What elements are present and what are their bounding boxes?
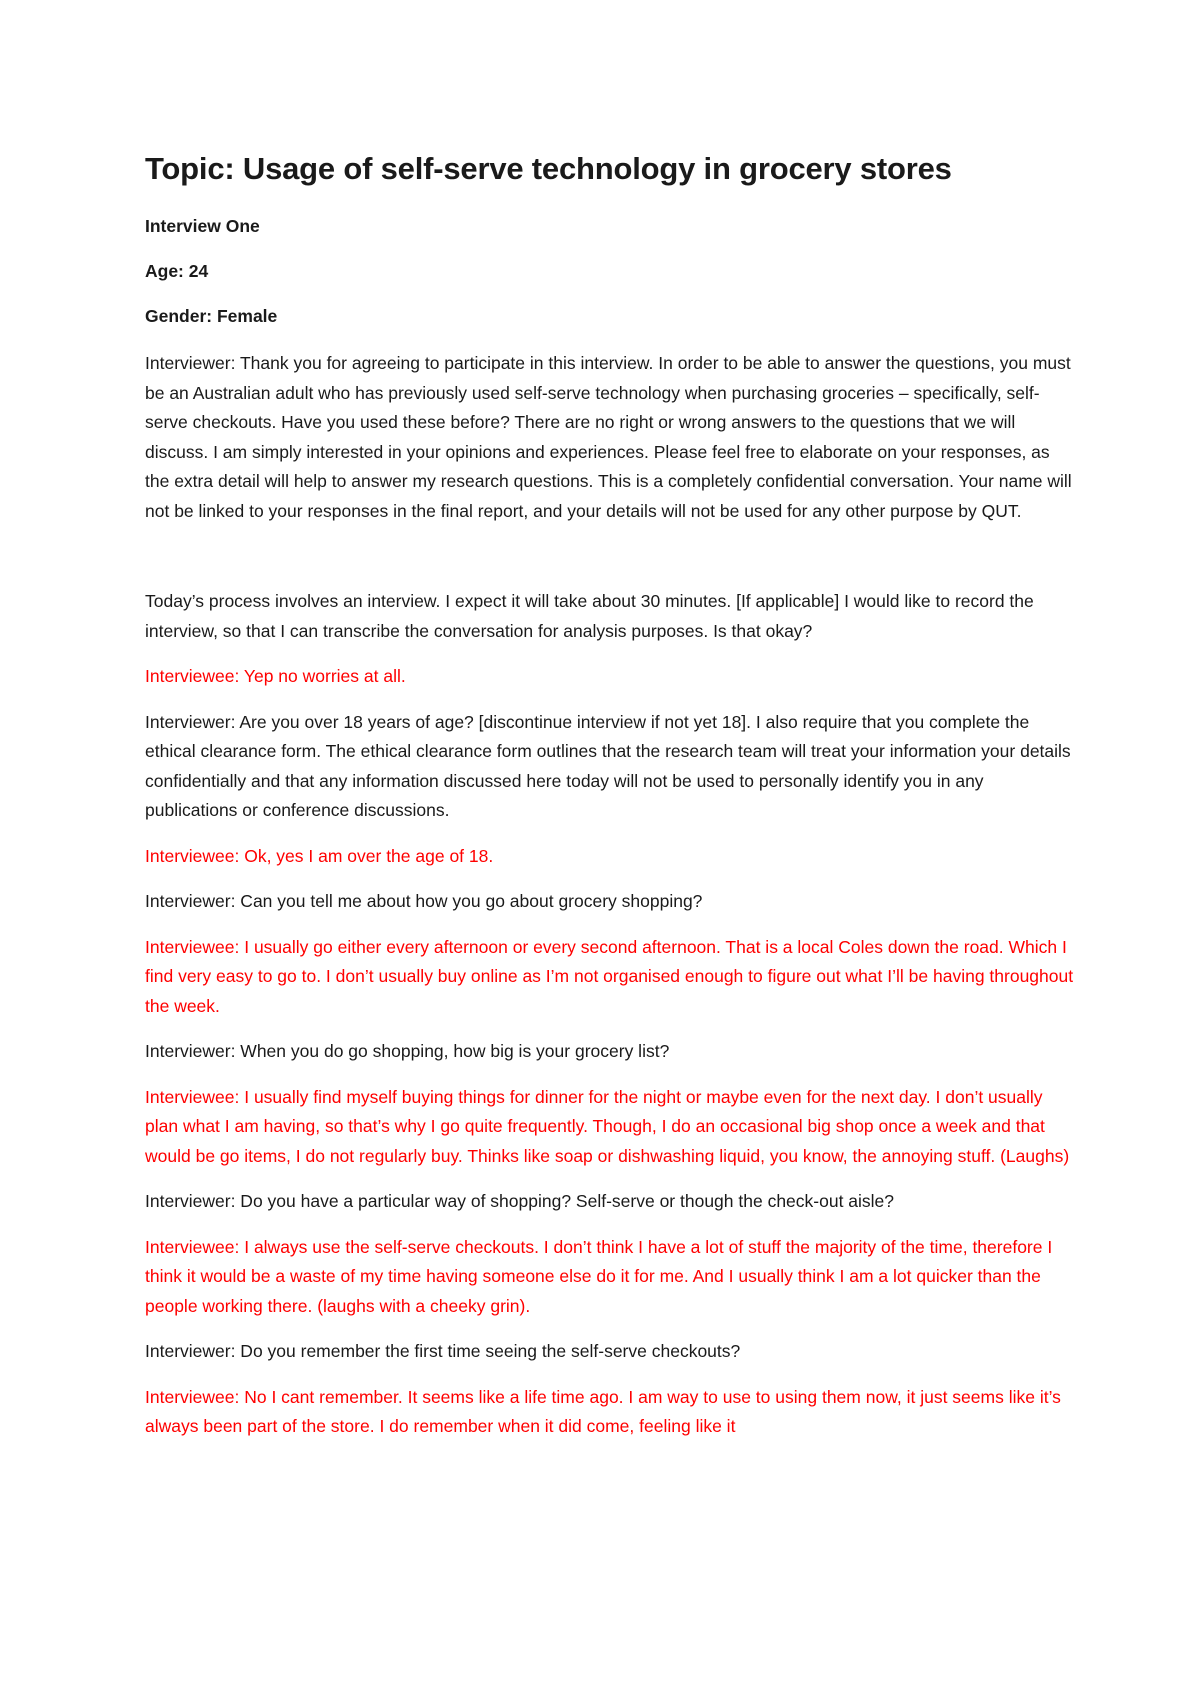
document-title: Topic: Usage of self-serve technology in grocery stores [145, 151, 952, 186]
interviewer-question: Interviewer: Do you remember the first time seeing the self-serve checkouts? [145, 1341, 741, 1362]
interviewee-answer: Interviewee: I always use the self-serve checkouts. I don’t think I have a lot of stuff the majority of the time, therefore I think it would be a waste of my time having someone else do it for me. And I usually think I am a lot quicker than the people working there. (laughs with a cheeky grin). [145, 1236, 1053, 1316]
interviewer-question: Interviewer: Can you tell me about how you go about grocery shopping? [145, 891, 703, 912]
interviewee-answer: Interviewee: Ok, yes I am over the age of 18. [145, 845, 494, 866]
interviewee-answer: Interviewee: I usually find myself buying things for dinner for the night or maybe even for the next day. I don’t usually plan what I am having, so that’s why I go quite frequently. Though, I do an occasional big shop once a week and that would be go items, I do not regularly buy. Thinks like soap or dishwashing liquid, you know, the annoying stuff. (Laughs) [145, 1086, 1070, 1166]
interview-label: Interview One [145, 216, 260, 237]
age-field: Age: 24 [145, 260, 209, 281]
interviewer-question: Interviewer: Are you over 18 years of age? [discontinue interview if not yet 18]. I also require that you complete the ethical clearance form. The ethical clearance form outlines that the research team will treat your information your details confidentially and that any information discussed here today will not be used to personally identify you in any publications or conference discussions. [145, 711, 1071, 821]
interviewee-answer: Interviewee: Yep no worries at all. [145, 666, 406, 687]
interviewer-question: Interviewer: When you do go shopping, how big is your grocery list? [145, 1041, 670, 1062]
interviewer-intro: Interviewer: Thank you for agreeing to participate in this interview. In order to be able to answer the questions, you must be an Australian adult who has previously used self-serve technology when purchasing groceries – specifically, self-serve checkouts. Have you used these before? There are no right or wrong answers to the questions that we will discuss. I am simply interested in your opinions and experiences. Please feel free to elaborate on your responses, as the extra detail will help to answer my research questions. This is a completely confidential conversation. Your name will not be linked to your responses in the final report, and your details will not be used for any other purpose by QUT. [145, 353, 1072, 521]
interviewee-answer: Interviewee: No I cant remember. It seems like a life time ago. I am way to use to using them now, it just seems like it’s always been part of the store. I do remember when it did come, feeling like it [145, 1386, 1061, 1437]
gender-field: Gender: Female [145, 305, 278, 326]
interviewer-question: Interviewer: Do you have a particular way of shopping? Self-serve or though the check-out aisle? [145, 1191, 895, 1212]
interviewee-answer: Interviewee: I usually go either every afternoon or every second afternoon. That is a local Coles down the road. Which I find very easy to go to. I don’t usually buy online as I’m not organised enough to figure out what I’ll be having throughout the week. [145, 936, 1074, 1016]
document-page [145, 150, 1075, 1458]
interviewer-process: Today’s process involves an interview. I expect it will take about 30 minutes. [If applicable] I would like to record the interview, so that I can transcribe the conversation for analysis purposes. Is that okay? [145, 591, 1034, 641]
